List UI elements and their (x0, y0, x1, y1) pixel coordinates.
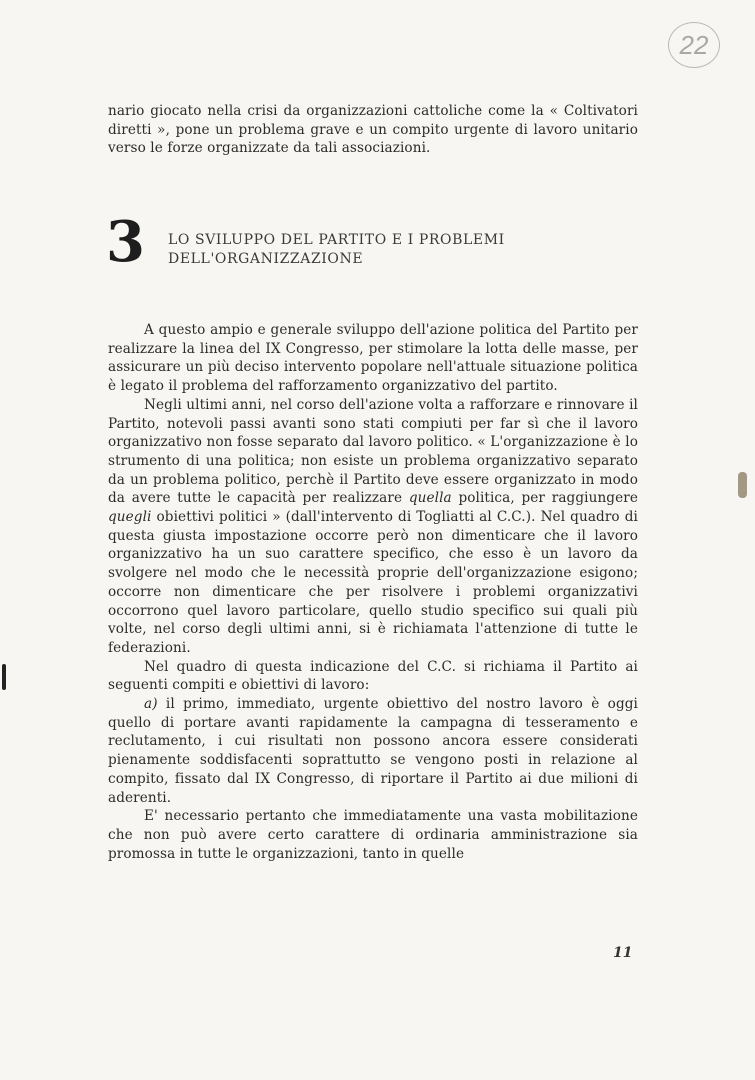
list-item-a-label: a) (144, 696, 158, 713)
section-number: 3 (106, 209, 145, 275)
body-paragraph-3: Nel quadro di questa indicazione del C.C. si richiama il Partito ai seguenti compiti e obiettivi di lavoro: (108, 658, 638, 694)
paper-stain (738, 472, 747, 498)
body-paragraph-5: E' necessario pertanto che immediatamente una vasta mobilitazione che non può avere certo carattere di ordinaria amministrazione sia promossa in tutte le organizzazioni, tanto in quelle (108, 808, 638, 862)
handwritten-page-annotation: 22 (668, 22, 720, 68)
section-body (108, 321, 638, 863)
list-item-a-text: il primo, immediato, urgente obiettivo del nostro lavoro è oggi quello di portare avanti rapidamente la campagna di tesseramento e reclutamento, i cui risultati non possono ancora essere considerati pienamente soddisfacenti soprattutto se vengono posti in relazione al compito, fissato dal IX Congresso, di riportare il Partito ai due milioni di aderenti. (108, 696, 638, 806)
emphasis-quella: quella (408, 490, 452, 507)
body-paragraph-2 (108, 396, 638, 658)
body-paragraph-2-part-a: Negli ultimi anni, nel corso dell'azione volta a rafforzare e rinnovare il Partito, notevoli passi avanti sono stati compiuti per far sì che il lavoro organizzativo non fosse separato dal lavoro politico. « L'organizzazione è lo strumento di una politica; non esiste un problema organizzativo separato da un problema politico, perchè il Partito deve essere organizzato in modo da avere tutte le capacità per realizzare (108, 396, 638, 507)
list-item-a (108, 695, 638, 807)
body-paragraph-1: A questo ampio e generale sviluppo dell'azione politica del Partito per realizzare la linea del IX Congresso, per stimolare la lotta delle masse, per assicurare un più deciso intervento popolare nell'attuale situazione politica è legato il problema del rafforzamento organizzativo del partito. (108, 322, 638, 395)
emphasis-quegli: quegli (108, 509, 152, 526)
intro-paragraph: nario giocato nella crisi da organizzazioni cattoliche come la « Coltivatori diretti », pone un problema grave e un compito urgente di lavoro unitario verso le forze organizzate da tali associazioni. (108, 103, 638, 157)
body-paragraph-2-part-c: obiettivi politici » (dall'intervento di Togliatti al C.C.). Nel quadro di questa giusta impostazione occorre però non dimenticare che il lavoro organizzativo ha un suo carattere specifico, che esso è un lavoro da svolgere nel modo che le necessità proprie dell'organizzazione esigono; occorre non dimenticare che per risolvere i problemi organizzativi occorrono quel lavoro particolare, quello studio specifico sui quali più volte, nel corso degli ultimi anni, si è richiamata l'attenzione di tutte le federazioni. (108, 509, 638, 656)
body-paragraph-2-part-b: politica, per raggiungere (451, 490, 638, 507)
intro-paragraph-block (108, 102, 638, 158)
page-number: 11 (613, 945, 633, 961)
paper-mark (2, 664, 6, 690)
section-title: LO SVILUPPO DEL PARTITO E I PROBLEMI DELL'ORGANIZZAZIONE (168, 232, 505, 267)
